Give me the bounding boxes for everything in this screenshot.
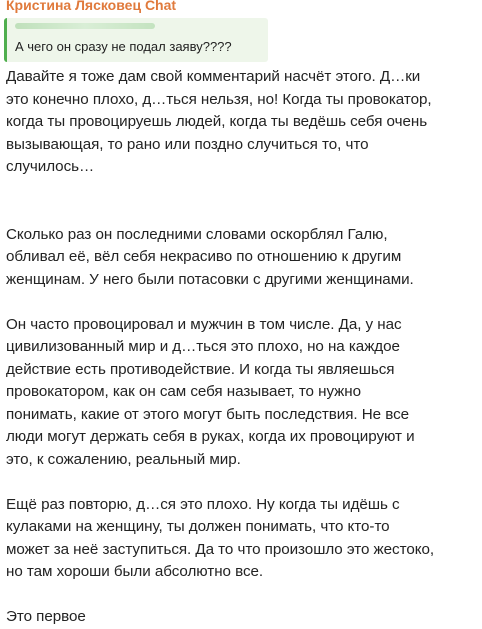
message-paragraph-1: Давайте я тоже дам свой комментарий насчёт этого. Д…ки это конечно плохо, д…ться нельзя, но! Когда ты провокатор, когда ты провоцируешь людей, когда ты ведёшь себя очень вызывающая, то рано или поздно случиться то, что случилось… (6, 68, 432, 175)
message-paragraph-4: Ещё раз повторю, д…ся это плохо. Ну когда ты идёшь с кулаками на женщину, ты должен понимать, что кто-то может за неё заступиться. Да то что произошло это жестоко, но там хороши были абсолютно все. (6, 495, 435, 580)
message-text (6, 66, 480, 629)
message-paragraph-2: Сколько раз он последними словами оскорблял Галю, обливал её, вёл себя некрасиво по отношению к другим женщинам. У него были потасовки с другими женщинами. (6, 225, 414, 288)
reply-text: А чего он сразу не подал заяву???? (15, 39, 232, 54)
paragraph-spacer (6, 291, 480, 314)
reply-quote[interactable] (4, 18, 268, 62)
paragraph-spacer (6, 179, 480, 224)
redacted-name-blur (15, 23, 155, 29)
paragraph-spacer (6, 584, 480, 607)
sender-name[interactable]: Кристина Лясковец Chat (6, 0, 177, 13)
reply-author (15, 21, 268, 31)
message-paragraph-5: Это первое (6, 608, 86, 625)
paragraph-spacer (6, 471, 480, 494)
message-paragraph-3: Он часто провоцировал и мужчин в том числе. Да, у нас цивилизованный мир и д…ться это плохо, но на каждое действие есть противодействие. И когда ты являешься провокатором, как он сам себя называет, то нужно понимать, какие от этого могут быть последствия. Не все люди могут держать себя в руках, когда их провоцируют и это, к сожалению, реальный мир. (6, 315, 415, 468)
